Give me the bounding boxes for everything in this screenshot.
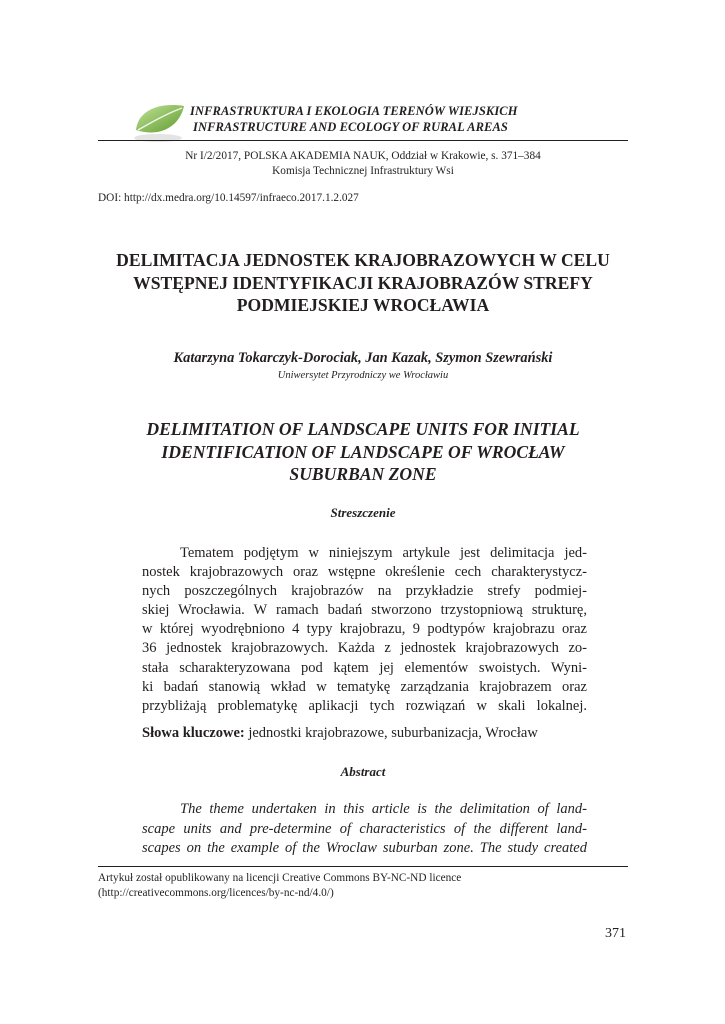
keywords-text: jednostki krajobrazowe, suburbanizacja, Wrocław [244,725,538,741]
header-divider [98,140,628,141]
journal-title-pl: INFRASTRUKTURA I EKOLOGIA TERENÓW WIEJSKICH [190,104,518,118]
keywords-label: Słowa kluczowe: [142,725,245,741]
doi-line: DOI: http://dx.medra.org/10.14597/infraeco.2017.1.2.027 [98,192,359,204]
article-title-pl [98,249,628,317]
journal-title-en: INFRASTRUCTURE AND ECOLOGY OF RURAL AREAS [193,120,508,134]
article-title-en [98,418,628,486]
abstract-en [142,800,587,859]
leaf-icon [130,100,190,144]
publication-commission: Komisja Technicznej Infrastruktury Wsi [272,165,454,177]
abstract-en-line: scapes on the example of the Wroclaw suburban zone. The study created [142,840,587,857]
title-en-line: SUBURBAN ZONE [289,464,437,484]
footer-divider [98,866,628,867]
abstract-pl-line: w której wyodrębniono 4 typy krajobrazu, 9 podtypów krajobrazu oraz [142,621,587,638]
page-number: 371 [605,926,626,941]
keywords [142,725,587,742]
abstract-pl-line: przybliżają problematykę aplikacji tych rozwiązań w skali lokalnej. [142,697,587,714]
authors: Katarzyna Tokarczyk-Dorociak, Jan Kazak, Szymon Szewrański [173,350,553,366]
license-note [98,871,461,901]
abstract-pl [142,544,587,716]
publication-info: Nr I/2/2017, POLSKA AKADEMIA NAUK, Oddział w Krakowie, s. 371–384 [185,150,541,162]
abstract-pl-line: ki badań stanowią wkład w tematykę zarządzania krajobrazem oraz [142,678,587,695]
title-pl-line: DELIMITACJA JEDNOSTEK KRAJOBRAZOWYCH W CELU [116,250,610,270]
license-url: (http://creativecommons.org/licences/by-nc-nd/4.0/) [98,887,334,899]
affiliation: Uniwersytet Przyrodniczy we Wrocławiu [277,370,449,381]
abstract-pl-line: nych poszczególnych krajobrazów na przykładzie strefy podmiej- [142,583,587,600]
streszczenie-heading: Streszczenie [330,505,396,520]
abstract-pl-line: Tematem podjętym w niniejszym artykule jest delimitacja jed- [180,545,587,561]
title-en-line: IDENTIFICATION OF LANDSCAPE OF WROCŁAW [161,441,565,462]
title-pl-line: PODMIEJSKIEJ WROCŁAWIA [236,295,490,315]
license-line: Artykuł został opublikowany na licencji Creative Commons BY-NC-ND licence [98,872,462,884]
abstract-heading: Abstract [340,764,386,779]
abstract-en-line: scape units and pre-determine of characteristics of the different land- [142,820,587,837]
abstract-pl-line: skiej Wrocławia. W ramach badań stworzono trzystopniową strukturę, [142,602,587,619]
abstract-pl-line: nostek krajobrazowych oraz wstępne określenie cech charakterystycz- [142,564,587,581]
abstract-pl-line: 36 jednostek krajobrazowych. Każda z jednostek krajobrazowych zo- [142,640,587,657]
title-pl-line: WSTĘPNEJ IDENTYFIKACJI KRAJOBRAZÓW STREFY [133,272,593,293]
abstract-pl-line: stała scharakteryzowana pod kątem jej elementów swoistych. Wyni- [142,659,587,676]
title-en-line: DELIMITATION OF LANDSCAPE UNITS FOR INITIAL [146,419,580,439]
abstract-en-line: The theme undertaken in this article is the delimitation of land- [180,801,587,817]
